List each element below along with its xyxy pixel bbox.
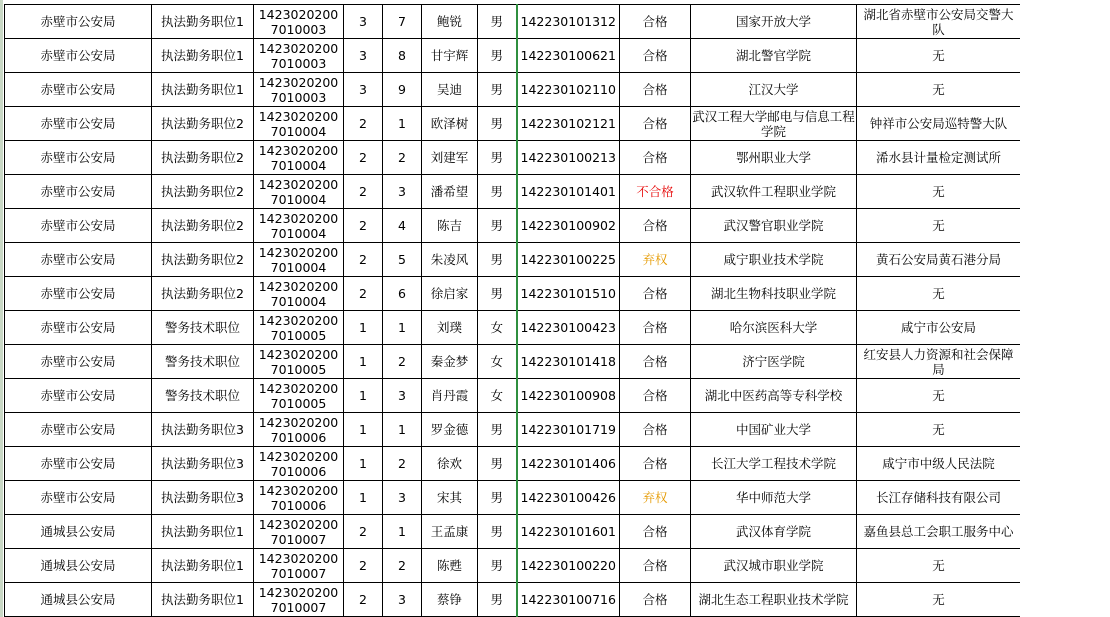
- result-cell[interactable]: 合格: [620, 345, 691, 379]
- gender-cell[interactable]: 男: [478, 515, 517, 549]
- quota-cell[interactable]: 3: [344, 5, 383, 39]
- school-cell[interactable]: 湖北生物科技职业学院: [691, 277, 857, 311]
- school-cell[interactable]: 武汉警官职业学院: [691, 209, 857, 243]
- position-cell[interactable]: 警务技术职位: [152, 345, 254, 379]
- table-row: [5, 243, 1021, 277]
- gender-cell[interactable]: 男: [478, 481, 517, 515]
- rank-cell[interactable]: 4: [383, 209, 422, 243]
- unit-cell[interactable]: 赤壁市公安局: [5, 345, 152, 379]
- rank-cell[interactable]: 7: [383, 5, 422, 39]
- quota-cell[interactable]: 2: [344, 515, 383, 549]
- gender-cell[interactable]: 女: [478, 345, 517, 379]
- exam-number-cell[interactable]: 142230101312: [517, 5, 620, 39]
- result-cell[interactable]: 合格: [620, 5, 691, 39]
- exam-number-cell[interactable]: 142230100225: [517, 243, 620, 277]
- school-cell[interactable]: 武汉城市职业学院: [691, 549, 857, 583]
- name-cell[interactable]: 徐欢: [422, 447, 478, 481]
- exam-number-cell[interactable]: 142230100213: [517, 141, 620, 175]
- workplace-cell[interactable]: 红安县人力资源和社会保障局: [857, 345, 1021, 379]
- quota-cell[interactable]: 2: [344, 549, 383, 583]
- result-cell[interactable]: 合格: [620, 107, 691, 141]
- name-cell[interactable]: 秦金梦: [422, 345, 478, 379]
- workplace-cell[interactable]: 无: [857, 73, 1021, 107]
- school-cell[interactable]: 国家开放大学: [691, 5, 857, 39]
- gender-cell[interactable]: 男: [478, 141, 517, 175]
- result-cell[interactable]: 合格: [620, 447, 691, 481]
- workplace-cell[interactable]: 无: [857, 413, 1021, 447]
- results-table: [4, 4, 1021, 617]
- unit-cell[interactable]: 赤壁市公安局: [5, 379, 152, 413]
- exam-number-cell[interactable]: 142230101401: [517, 175, 620, 209]
- workplace-cell[interactable]: 黄石公安局黄石港分局: [857, 243, 1021, 277]
- school-cell[interactable]: 湖北警官学院: [691, 39, 857, 73]
- position-cell[interactable]: 执法勤务职位2: [152, 243, 254, 277]
- position-code-cell[interactable]: 14230202007010005: [254, 379, 344, 413]
- gender-cell[interactable]: 女: [478, 379, 517, 413]
- position-code-cell[interactable]: 14230202007010004: [254, 175, 344, 209]
- quota-cell[interactable]: 3: [344, 73, 383, 107]
- position-cell[interactable]: 执法勤务职位2: [152, 107, 254, 141]
- table-row: [5, 413, 1021, 447]
- workplace-cell[interactable]: 无: [857, 379, 1021, 413]
- result-cell[interactable]: 合格: [620, 311, 691, 345]
- unit-cell[interactable]: 赤壁市公安局: [5, 447, 152, 481]
- name-cell[interactable]: 陈甦: [422, 549, 478, 583]
- table-row: [5, 515, 1021, 549]
- position-cell[interactable]: 执法勤务职位2: [152, 209, 254, 243]
- position-cell[interactable]: 执法勤务职位1: [152, 515, 254, 549]
- gender-cell[interactable]: 男: [478, 175, 517, 209]
- position-code-cell[interactable]: 14230202007010004: [254, 107, 344, 141]
- table-row: [5, 583, 1021, 617]
- unit-cell[interactable]: 赤壁市公安局: [5, 481, 152, 515]
- exam-number-cell[interactable]: 142230100902: [517, 209, 620, 243]
- position-code-cell[interactable]: 14230202007010007: [254, 515, 344, 549]
- table-row: [5, 141, 1021, 175]
- unit-cell[interactable]: 赤壁市公安局: [5, 243, 152, 277]
- school-cell[interactable]: 鄂州职业大学: [691, 141, 857, 175]
- workplace-cell[interactable]: 钟祥市公安局巡特警大队: [857, 107, 1021, 141]
- name-cell[interactable]: 刘璞: [422, 311, 478, 345]
- rank-cell[interactable]: 5: [383, 243, 422, 277]
- school-cell[interactable]: 济宁医学院: [691, 345, 857, 379]
- unit-cell[interactable]: 赤壁市公安局: [5, 277, 152, 311]
- name-cell[interactable]: 肖丹霞: [422, 379, 478, 413]
- result-cell[interactable]: 合格: [620, 583, 691, 617]
- school-cell[interactable]: 湖北生态工程职业技术学院: [691, 583, 857, 617]
- school-cell[interactable]: 武汉体育学院: [691, 515, 857, 549]
- exam-number-cell[interactable]: 142230101406: [517, 447, 620, 481]
- table-row: [5, 447, 1021, 481]
- unit-cell[interactable]: 赤壁市公安局: [5, 39, 152, 73]
- quota-cell[interactable]: 1: [344, 345, 383, 379]
- rank-cell[interactable]: 1: [383, 515, 422, 549]
- exam-number-cell[interactable]: 142230100716: [517, 583, 620, 617]
- position-code-cell[interactable]: 14230202007010003: [254, 73, 344, 107]
- rank-cell[interactable]: 3: [383, 175, 422, 209]
- result-cell[interactable]: 合格: [620, 39, 691, 73]
- rank-cell[interactable]: 3: [383, 379, 422, 413]
- result-cell[interactable]: 合格: [620, 413, 691, 447]
- workplace-cell[interactable]: 无: [857, 209, 1021, 243]
- result-cell[interactable]: 合格: [620, 549, 691, 583]
- gender-cell[interactable]: 女: [478, 311, 517, 345]
- quota-cell[interactable]: 2: [344, 243, 383, 277]
- table-row: [5, 345, 1021, 379]
- result-cell[interactable]: 合格: [620, 209, 691, 243]
- position-code-cell[interactable]: 14230202007010004: [254, 243, 344, 277]
- unit-cell[interactable]: 赤壁市公安局: [5, 73, 152, 107]
- position-code-cell[interactable]: 14230202007010005: [254, 311, 344, 345]
- table-row: [5, 549, 1021, 583]
- gender-cell[interactable]: 男: [478, 549, 517, 583]
- position-code-cell[interactable]: 14230202007010006: [254, 447, 344, 481]
- table-row: [5, 311, 1021, 345]
- workplace-cell[interactable]: 咸宁市公安局: [857, 311, 1021, 345]
- quota-cell[interactable]: 2: [344, 209, 383, 243]
- rank-cell[interactable]: 3: [383, 583, 422, 617]
- school-cell[interactable]: 华中师范大学: [691, 481, 857, 515]
- workplace-cell[interactable]: 无: [857, 277, 1021, 311]
- exam-number-cell[interactable]: 142230102121: [517, 107, 620, 141]
- name-cell[interactable]: 鲍锐: [422, 5, 478, 39]
- position-code-cell[interactable]: 14230202007010005: [254, 345, 344, 379]
- workplace-cell[interactable]: 长江存储科技有限公司: [857, 481, 1021, 515]
- school-cell[interactable]: 武汉软件工程职业学院: [691, 175, 857, 209]
- table-row: [5, 209, 1021, 243]
- position-code-cell[interactable]: 14230202007010006: [254, 413, 344, 447]
- unit-cell[interactable]: 通城县公安局: [5, 549, 152, 583]
- quota-cell[interactable]: 2: [344, 583, 383, 617]
- gender-cell[interactable]: 男: [478, 39, 517, 73]
- position-cell[interactable]: 执法勤务职位2: [152, 277, 254, 311]
- gender-cell[interactable]: 男: [478, 447, 517, 481]
- table-row: [5, 481, 1021, 515]
- position-cell[interactable]: 执法勤务职位3: [152, 413, 254, 447]
- unit-cell[interactable]: 赤壁市公安局: [5, 209, 152, 243]
- exam-number-cell[interactable]: 142230100908: [517, 379, 620, 413]
- rank-cell[interactable]: 6: [383, 277, 422, 311]
- gender-cell[interactable]: 男: [478, 243, 517, 277]
- name-cell[interactable]: 宋其: [422, 481, 478, 515]
- quota-cell[interactable]: 1: [344, 481, 383, 515]
- unit-cell[interactable]: 赤壁市公安局: [5, 175, 152, 209]
- exam-number-cell[interactable]: 142230100621: [517, 39, 620, 73]
- gender-cell[interactable]: 男: [478, 277, 517, 311]
- position-cell[interactable]: 执法勤务职位2: [152, 175, 254, 209]
- gender-cell[interactable]: 男: [478, 5, 517, 39]
- workplace-cell[interactable]: 无: [857, 583, 1021, 617]
- name-cell[interactable]: 罗金德: [422, 413, 478, 447]
- quota-cell[interactable]: 2: [344, 141, 383, 175]
- name-cell[interactable]: 陈吉: [422, 209, 478, 243]
- quota-cell[interactable]: 1: [344, 413, 383, 447]
- workplace-cell[interactable]: 无: [857, 39, 1021, 73]
- quota-cell[interactable]: 1: [344, 311, 383, 345]
- school-cell[interactable]: 武汉工程大学邮电与信息工程学院: [692, 108, 855, 139]
- school-cell[interactable]: 江汉大学: [691, 73, 857, 107]
- result-cell[interactable]: 合格: [620, 73, 691, 107]
- position-cell[interactable]: 执法勤务职位1: [152, 73, 254, 107]
- quota-cell[interactable]: 2: [344, 277, 383, 311]
- position-cell[interactable]: 执法勤务职位1: [152, 5, 254, 39]
- name-cell[interactable]: 吴迪: [422, 73, 478, 107]
- table-body: [5, 5, 1021, 617]
- name-cell[interactable]: 徐启家: [422, 277, 478, 311]
- name-cell[interactable]: 王孟康: [422, 515, 478, 549]
- exam-number-cell[interactable]: 142230100423: [517, 311, 620, 345]
- result-cell[interactable]: 弃权: [620, 481, 691, 515]
- gender-cell[interactable]: 男: [478, 73, 517, 107]
- position-code-cell[interactable]: 14230202007010003: [254, 39, 344, 73]
- quota-cell[interactable]: 1: [344, 447, 383, 481]
- row-header-strip: [0, 0, 3, 617]
- name-cell[interactable]: 朱凌风: [422, 243, 478, 277]
- table-row: [5, 175, 1021, 209]
- position-code-cell[interactable]: 14230202007010004: [254, 141, 344, 175]
- exam-number-cell[interactable]: 142230101719: [517, 413, 620, 447]
- position-cell[interactable]: 执法勤务职位1: [152, 549, 254, 583]
- exam-number-cell[interactable]: 142230100426: [517, 481, 620, 515]
- rank-cell[interactable]: 1: [383, 107, 422, 141]
- result-cell[interactable]: 合格: [620, 379, 691, 413]
- exam-number-cell[interactable]: 142230101418: [517, 345, 620, 379]
- name-cell[interactable]: 潘希望: [422, 175, 478, 209]
- workplace-cell[interactable]: 湖北省赤壁市公安局交警大队: [857, 5, 1021, 39]
- position-code-cell[interactable]: 14230202007010004: [254, 277, 344, 311]
- school-cell[interactable]: 湖北中医药高等专科学校: [691, 379, 857, 413]
- workplace-cell[interactable]: 咸宁市中级人民法院: [857, 447, 1021, 481]
- name-cell[interactable]: 刘建军: [422, 141, 478, 175]
- name-cell[interactable]: 蔡铮: [422, 583, 478, 617]
- rank-cell[interactable]: 2: [383, 345, 422, 379]
- rank-cell[interactable]: 1: [383, 413, 422, 447]
- quota-cell[interactable]: 1: [344, 379, 383, 413]
- result-cell[interactable]: 弃权: [620, 243, 691, 277]
- rank-cell[interactable]: 9: [383, 73, 422, 107]
- unit-cell[interactable]: 赤壁市公安局: [5, 5, 152, 39]
- position-cell[interactable]: 警务技术职位: [152, 311, 254, 345]
- position-cell[interactable]: 执法勤务职位1: [152, 39, 254, 73]
- rank-cell[interactable]: 3: [383, 481, 422, 515]
- table-row: [5, 39, 1021, 73]
- gender-cell[interactable]: 男: [478, 583, 517, 617]
- exam-number-cell[interactable]: 142230102110: [517, 73, 620, 107]
- unit-cell[interactable]: 赤壁市公安局: [5, 311, 152, 345]
- quota-cell[interactable]: 3: [344, 39, 383, 73]
- workplace-cell[interactable]: 无: [857, 549, 1021, 583]
- position-cell[interactable]: 执法勤务职位2: [152, 141, 254, 175]
- position-code-cell[interactable]: 14230202007010003: [254, 5, 344, 39]
- unit-cell[interactable]: 通城县公安局: [5, 583, 152, 617]
- gender-cell[interactable]: 男: [478, 209, 517, 243]
- result-cell[interactable]: 不合格: [620, 175, 691, 209]
- position-code-cell[interactable]: 14230202007010004: [254, 209, 344, 243]
- school-cell[interactable]: 哈尔滨医科大学: [691, 311, 857, 345]
- exam-number-cell[interactable]: 142230101510: [517, 277, 620, 311]
- gender-cell[interactable]: 男: [478, 413, 517, 447]
- table-row: [5, 379, 1021, 413]
- position-code-cell[interactable]: 14230202007010007: [254, 583, 344, 617]
- position-code-cell[interactable]: 14230202007010007: [254, 549, 344, 583]
- result-cell[interactable]: 合格: [620, 141, 691, 175]
- exam-number-cell[interactable]: 142230101601: [517, 515, 620, 549]
- result-cell[interactable]: 合格: [620, 277, 691, 311]
- table-row: [5, 107, 1021, 141]
- name-cell[interactable]: 甘宇辉: [422, 39, 478, 73]
- position-code-cell[interactable]: 14230202007010006: [254, 481, 344, 515]
- rank-cell[interactable]: 2: [383, 141, 422, 175]
- table-row: [5, 5, 1021, 39]
- school-cell[interactable]: 中国矿业大学: [691, 413, 857, 447]
- position-cell[interactable]: 警务技术职位: [152, 379, 254, 413]
- name-cell[interactable]: 欧泽树: [422, 107, 478, 141]
- empty-column-area: [1020, 0, 1110, 617]
- quota-cell[interactable]: 2: [344, 175, 383, 209]
- school-cell[interactable]: 咸宁职业技术学院: [691, 243, 857, 277]
- rank-cell[interactable]: 2: [383, 549, 422, 583]
- unit-cell[interactable]: 赤壁市公安局: [5, 413, 152, 447]
- position-cell[interactable]: 执法勤务职位3: [152, 481, 254, 515]
- school-cell[interactable]: 长江大学工程技术学院: [691, 447, 857, 481]
- position-cell[interactable]: 执法勤务职位3: [152, 447, 254, 481]
- rank-cell[interactable]: 8: [383, 39, 422, 73]
- position-cell[interactable]: 执法勤务职位1: [152, 583, 254, 617]
- table-row: [5, 277, 1021, 311]
- quota-cell[interactable]: 2: [344, 107, 383, 141]
- gender-cell[interactable]: 男: [478, 107, 517, 141]
- unit-cell[interactable]: 通城县公安局: [5, 515, 152, 549]
- result-cell[interactable]: 合格: [620, 515, 691, 549]
- workplace-cell[interactable]: 浠水县计量检定测试所: [857, 141, 1021, 175]
- table-row: [5, 73, 1021, 107]
- rank-cell[interactable]: 2: [383, 447, 422, 481]
- exam-number-cell[interactable]: 142230100220: [517, 549, 620, 583]
- rank-cell[interactable]: 1: [383, 311, 422, 345]
- workplace-cell[interactable]: 嘉鱼县总工会职工服务中心: [857, 515, 1021, 549]
- unit-cell[interactable]: 赤壁市公安局: [5, 107, 152, 141]
- unit-cell[interactable]: 赤壁市公安局: [5, 141, 152, 175]
- workplace-cell[interactable]: 无: [857, 175, 1021, 209]
